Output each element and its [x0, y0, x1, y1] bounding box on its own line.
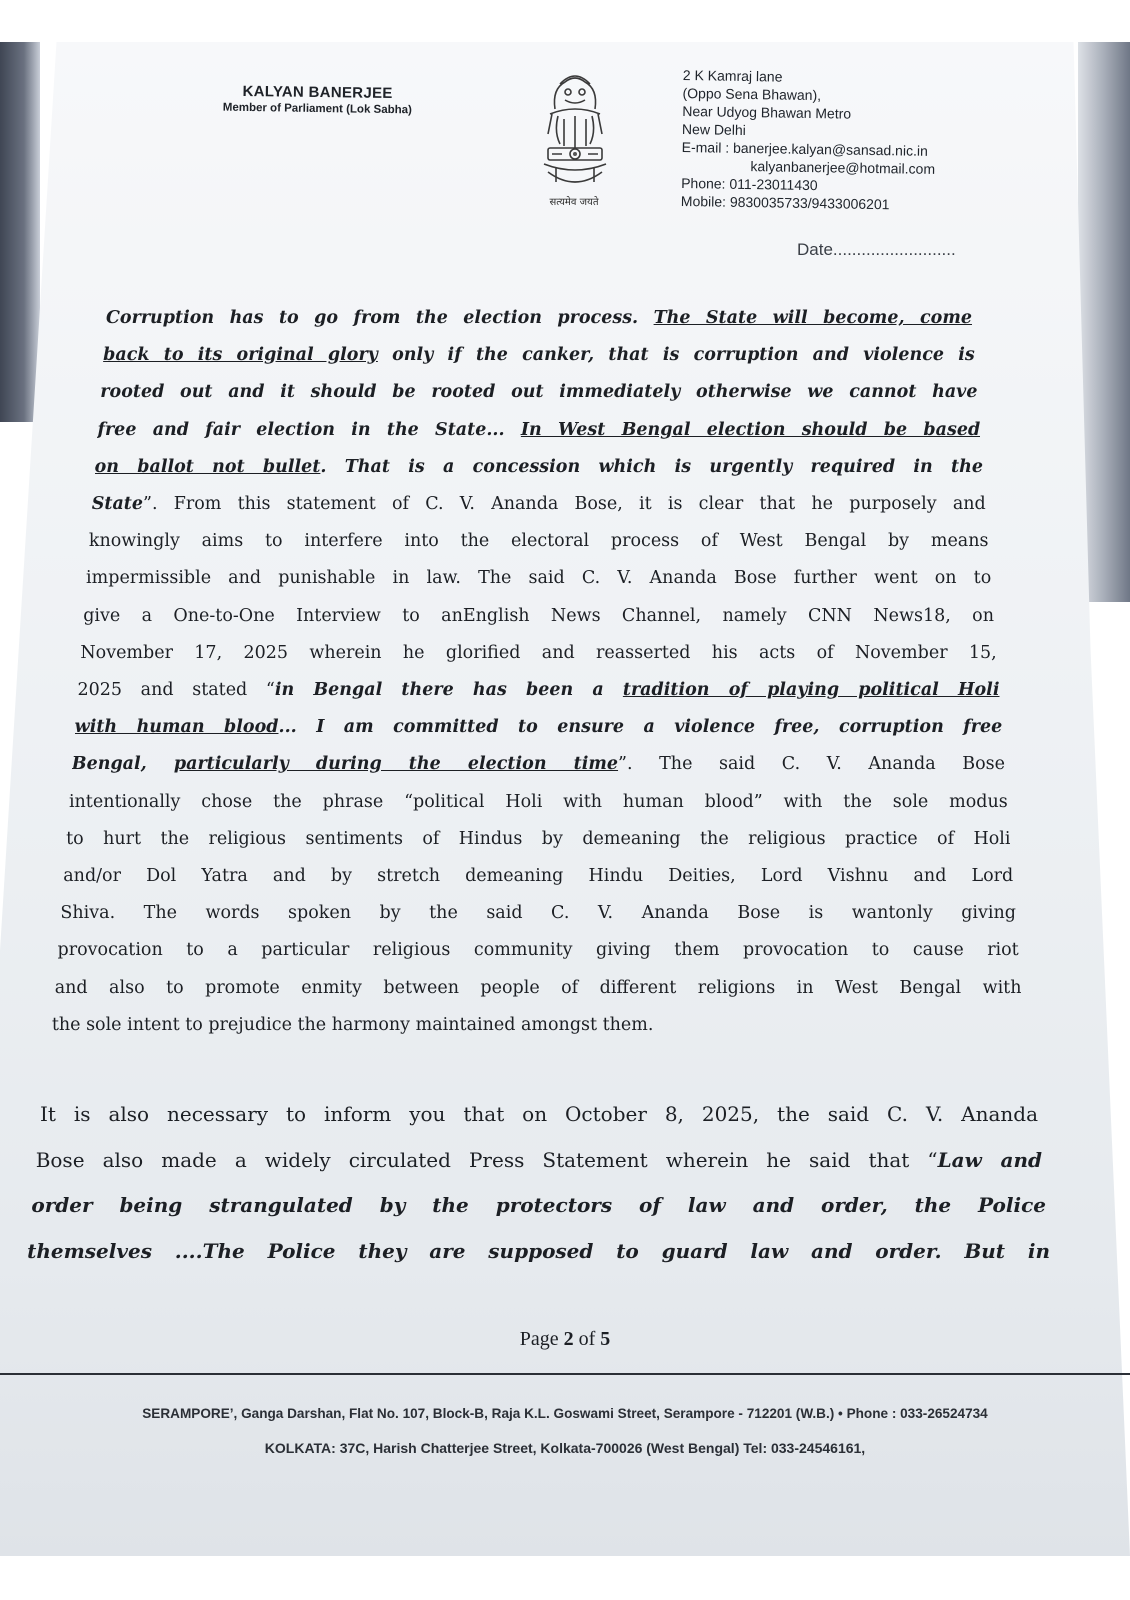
- emphasis-run: State: [91, 494, 144, 514]
- text-line: [100, 382, 977, 402]
- background-left-stack: [0, 42, 40, 422]
- text-line: [40, 1102, 1038, 1126]
- emphasis-run: free and fair election in the State...: [97, 419, 521, 440]
- emblem-motto: सत्यमेव जयते: [549, 197, 599, 208]
- text-run: and/or Dol Yatra and by stretch demeaning Hindu Deities, Lord Vishnu and Lord: [63, 866, 1014, 886]
- text-run: 2025 and stated “: [77, 680, 275, 700]
- text-line: [89, 531, 989, 551]
- text-run: intentionally chose the phrase “political Holi with human blood” with the sole modus: [68, 791, 1008, 812]
- page-current: 2: [563, 1328, 574, 1350]
- text-line: [60, 903, 1016, 923]
- background-bottom: [0, 1556, 1130, 1600]
- emphasis-run: tradition of playing political Holi: [622, 680, 1000, 700]
- emphasis-run: Corruption has to go from the election process.: [106, 308, 654, 328]
- text-run: ”. The said C. V. Ananda Bose: [618, 754, 1005, 775]
- text-line: [55, 978, 1022, 998]
- letterhead-sender: [210, 83, 425, 117]
- text-line: [27, 1239, 1050, 1263]
- background-top: [0, 0, 1130, 42]
- email-primary: banerjee.kalyan@sansad.nic.in: [732, 139, 928, 159]
- national-emblem-icon: [530, 64, 620, 214]
- text-line: [52, 1015, 1024, 1035]
- text-run: November 17, 2025 wherein he glorified and reasserted his acts of November 15,: [80, 642, 997, 663]
- emphasis-run: ... I am committed to ensure a violence free, corruption free: [278, 717, 1003, 738]
- text-run: impermissible and punishable in law. The said C. V. Ananda Bose further went on to: [86, 568, 992, 589]
- text-line: [78, 680, 1000, 700]
- sender-role: Member of Parliament (Lok Sabha): [222, 101, 413, 117]
- emphasis-run: with human blood: [74, 717, 279, 738]
- text-line: [36, 1148, 1042, 1172]
- text-run: to hurt the religious sentiments of Hindus by demeaning the religious practice of Holi: [66, 828, 1011, 849]
- text-line: [58, 940, 1019, 960]
- emphasis-run: In West Bengal election should be based: [520, 419, 981, 440]
- emphasis-run: . That is a concession which is urgently required in the: [320, 456, 983, 477]
- text-line: [80, 643, 996, 663]
- mobile-line: Mobile: 9830035733/9433006201: [680, 192, 890, 213]
- text-run: It is also necessary to inform you that on October 8, 2025, the said C. V. Ananda: [40, 1102, 1038, 1126]
- text-line: [86, 568, 991, 588]
- emphasis-run: in Bengal there has been a: [274, 680, 623, 700]
- emphasis-run: back to its original glory: [103, 345, 378, 366]
- text-run: Bose also made a widely circulated Press Statement wherein he said that “: [35, 1147, 938, 1172]
- footer-serampore-address: SERAMPORE’, Ganga Darshan, Flat No. 107, Block-B, Raja K.L. Goswami Street, Serampore - 712201 (W.B.) • Phone : 033-26524734: [142, 1405, 988, 1421]
- address-line: New Delhi: [681, 120, 746, 138]
- emphasis-run: order being strangulated by the protectors of law and order, the Police: [31, 1193, 1046, 1217]
- page-number: Page 2 of 5: [519, 1328, 611, 1350]
- date-field: Date..........................: [797, 240, 956, 259]
- letterhead-address: [681, 66, 1028, 215]
- text-line: [72, 754, 1005, 774]
- text-line: [97, 420, 980, 440]
- phone-line: Phone: 011-23011430: [681, 174, 818, 194]
- emphasis-run: only if the canker, that is corruption and violence is: [377, 345, 975, 366]
- text-line: [92, 494, 986, 514]
- text-run: Shiva. The words spoken by the said C. V. Ananda Bose is wantonly giving: [60, 903, 1016, 924]
- footer-divider: [0, 1373, 1130, 1375]
- emphasis-run: Law and: [937, 1147, 1042, 1172]
- text-line: [103, 345, 975, 365]
- emphasis-run: themselves ....The Police they are supposed to guard law and order. But in: [27, 1238, 1050, 1263]
- emphasis-run: particularly during the election time: [173, 754, 619, 775]
- address-line: 2 K Kamraj lane: [682, 66, 783, 85]
- text-line: [66, 829, 1010, 849]
- text-run: provocation to a particular religious community giving them provocation to cause riot: [57, 940, 1019, 961]
- emphasis-run: The State will become, come: [653, 308, 972, 328]
- emphasis-run: Bengal,: [71, 754, 174, 775]
- address-line: Near Udyog Bhawan Metro: [682, 102, 852, 122]
- text-run: give a One-to-One Interview to anEnglish News Channel, namely CNN News18, on: [83, 605, 994, 626]
- text-line: [95, 457, 983, 477]
- text-run: ”. From this statement of C. V. Ananda Bose, it is clear that he purposely and: [143, 494, 986, 514]
- text-line: [106, 308, 972, 328]
- text-line: [83, 606, 994, 626]
- text-run: knowingly aims to interfere into the electoral process of West Bengal by means: [88, 531, 989, 552]
- text-run: the sole intent to prejudice the harmony maintained amongst them.: [51, 1014, 654, 1035]
- emphasis-run: rooted out and it should be rooted out immediately otherwise we cannot have: [100, 382, 978, 403]
- address-line: (Oppo Sena Bhawan),: [682, 84, 822, 104]
- sender-name: KALYAN BANERJEE: [242, 82, 393, 103]
- footer-kolkata-address: KOLKATA: 37C, Harish Chatterjee Street, Kolkata-700026 (West Bengal) Tel: 033-24546161,: [264, 1440, 866, 1456]
- email-label: E-mail :: [681, 138, 730, 156]
- text-line: [31, 1193, 1046, 1217]
- text-run: and also to promote enmity between people of different religions in West Bengal with: [54, 977, 1022, 998]
- email-secondary: kalyanbanerjee@hotmail.com: [750, 158, 936, 177]
- page-total: 5: [600, 1328, 611, 1350]
- text-line: [63, 866, 1013, 886]
- text-line: [69, 792, 1008, 812]
- emphasis-run: on ballot not bullet: [94, 456, 321, 477]
- text-line: [75, 717, 1003, 737]
